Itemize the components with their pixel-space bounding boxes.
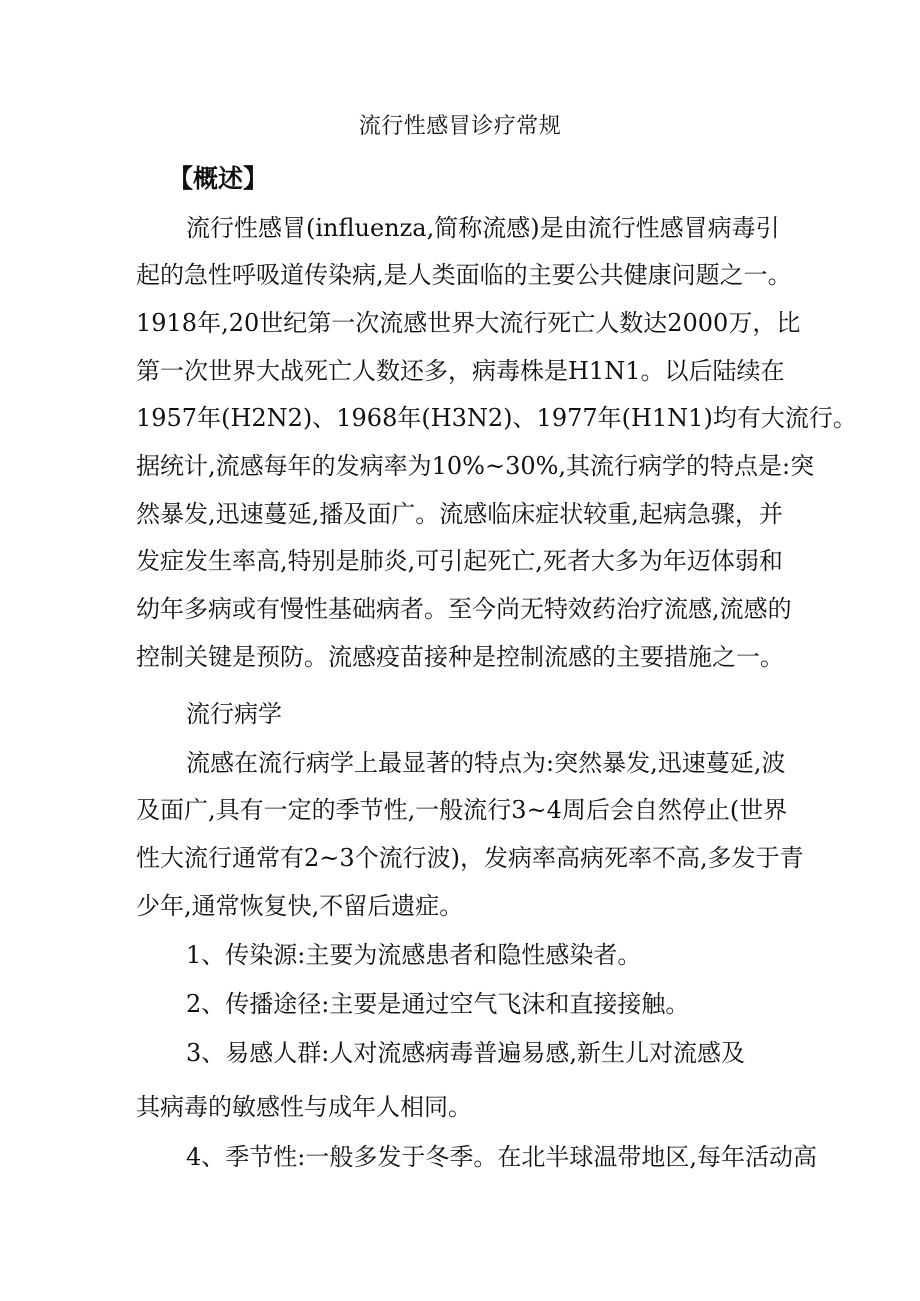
overview-heading: 【概述】 — [168, 164, 269, 193]
list-item-seasonality: 4、季节性:一般多发于冬季。在北半球温带地区,每年活动高 — [186, 1143, 817, 1171]
epidemiology-line-4: 少年,通常恢复快,不留后遗症。 — [136, 892, 464, 920]
overview-line-5: 1957年(H2N2)、1968年(H3N2)、1977年(H1N1)均有大流行。 — [136, 404, 857, 432]
overview-line-9: 幼年多病或有慢性基础病者。至今尚无特效药治疗流感,流感的 — [136, 595, 792, 623]
document-title: 流行性感冒诊疗常规 — [358, 114, 562, 139]
overview-line-6: 据统计,流感每年的发病率为10%~30%,其流行病学的特点是:突 — [136, 452, 815, 480]
overview-line-1: 流行性感冒(influenza,简称流感)是由流行性感冒病毒引 — [186, 214, 780, 242]
epidemiology-heading: 流行病学 — [186, 700, 282, 728]
epidemiology-line-3: 性大流行通常有2~3个流行波)，发病率高病死率不高,多发于青 — [136, 844, 804, 872]
overview-line-4: 第一次世界大战死亡人数还多，病毒株是H1N1。以后陆续在 — [136, 357, 785, 385]
list-item-transmission-source: 1、传染源:主要为流感患者和隐性感染者。 — [186, 941, 642, 969]
overview-line-10: 控制关键是预防。流感疫苗接种是控制流感的主要措施之一。 — [136, 643, 784, 671]
list-item-susceptible-population-continued: 其病毒的敏感性与成年人相同。 — [136, 1093, 472, 1121]
list-item-transmission-route: 2、传播途径:主要是通过空气飞沫和直接接触。 — [186, 990, 690, 1018]
overview-line-2: 起的急性呼吸道传染病,是人类面临的主要公共健康问题之一。 — [136, 261, 792, 289]
overview-line-7: 然暴发,迅速蔓延,播及面广。流感临床症状较重,起病急骤，并 — [136, 500, 783, 528]
overview-line-8: 发症发生率高,特别是肺炎,可引起死亡,死者大多为年迈体弱和 — [136, 547, 783, 575]
epidemiology-line-2: 及面广,具有一定的季节性,一般流行3~4周后会自然停止(世界 — [136, 796, 788, 824]
epidemiology-line-1: 流感在流行病学上最显著的特点为:突然暴发,迅速蔓延,波 — [186, 749, 786, 777]
overview-line-3: 1918年,20世纪第一次流感世界大流行死亡人数达2000万，比 — [136, 309, 801, 337]
list-item-susceptible-population: 3、易感人群:人对流感病毒普遍易感,新生儿对流感及 — [186, 1039, 745, 1067]
